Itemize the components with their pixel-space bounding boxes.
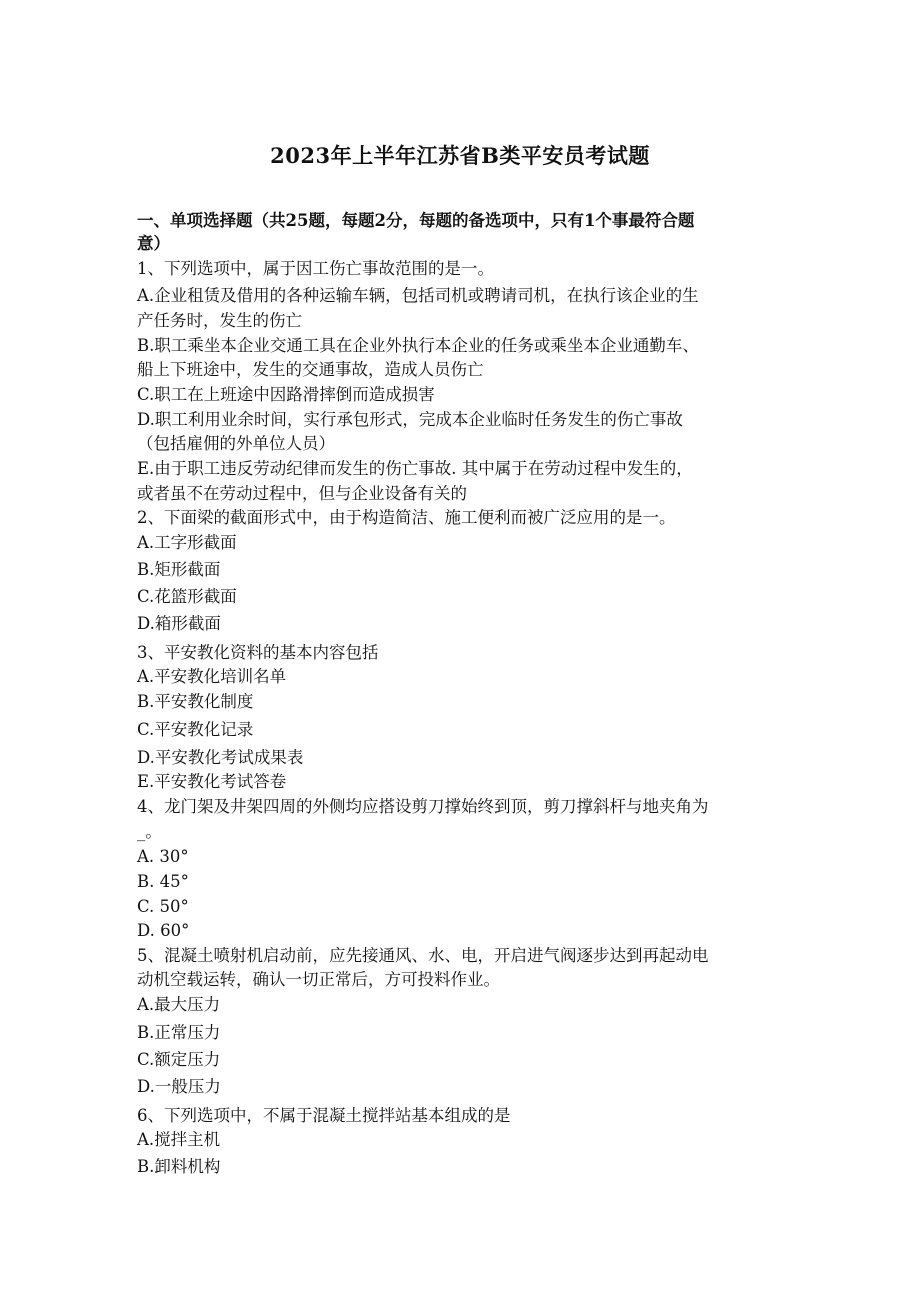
question-6-stem: 6、下列选项中，不属于混凝土搅拌站基本组成的是 [137, 1106, 511, 1125]
q6-option-b: B.卸料机构 [137, 1157, 221, 1176]
q2-option-b: B.矩形截面 [137, 560, 221, 579]
q3-option-c: C.平安教化记录 [137, 720, 254, 739]
q5-option-a: A.最大压力 [137, 995, 221, 1014]
q1-option-c: C.职工在上班途中因路滑摔倒而造成损害 [137, 385, 435, 404]
q3-option-d: D.平安教化考试成果表 [137, 748, 304, 767]
q3-option-e: E.平安教化考试答卷 [137, 772, 287, 791]
question-5-stem-cont: 动机空载运转，确认一切正常后，方可投料作业。 [137, 970, 500, 989]
section-heading: 一、单项选择题（共25题，每题2分，每题的备选项中，只有1个事最符合题 [137, 211, 695, 230]
q5-option-b: B.正常压力 [137, 1023, 221, 1042]
q5-option-d: D.一般压力 [137, 1077, 221, 1096]
q3-option-b: B.平安教化制度 [137, 692, 254, 711]
question-5-stem: 5、混凝土喷射机启动前，应先接通风、水、电，开启进气阀逐步达到再起动电 [137, 946, 709, 965]
page-title: 2023年上半年江苏省B类平安员考试题 [270, 143, 650, 168]
q4-option-a: A. 30° [137, 847, 189, 866]
q4-option-b: B. 45° [137, 872, 189, 891]
question-3-stem: 3、平安教化资料的基本内容包括 [137, 643, 379, 662]
q2-option-d: D.箱形截面 [137, 614, 221, 633]
q1-option-e: E.由于职工违反劳动纪律而发生的伤亡事故. 其中属于在劳动过程中发生的， [137, 459, 693, 478]
question-1-stem: 1、下列选项中，属于因工伤亡事故范围的是一。 [137, 259, 494, 278]
q5-option-c: C.额定压力 [137, 1050, 221, 1069]
question-2-stem: 2、下面梁的截面形式中，由于构造简洁、施工便利而被广泛应用的是一。 [137, 508, 676, 527]
q1-option-e-cont: 或者虽不在劳动过程中，但与企业设备有关的 [137, 484, 467, 503]
q1-option-a-cont: 产任务时，发生的伤亡 [137, 311, 302, 330]
q2-option-c: C.花篮形截面 [137, 587, 237, 606]
q1-option-a: A.企业租赁及借用的各种运输车辆，包括司机或聘请司机，在执行该企业的生 [137, 286, 699, 305]
q1-option-b-cont: 船上下班途中，发生的交通事故，造成人员伤亡 [137, 360, 484, 379]
q4-option-d: D. 60° [137, 921, 190, 940]
question-4-stem: 4、龙门架及井架四周的外侧均应搭设剪刀撑始终到顶，剪刀撑斜杆与地夹角为 [137, 797, 709, 816]
q3-option-a: A.平安教化培训名单 [137, 667, 287, 686]
q1-option-b: B.职工乘坐本企业交通工具在企业外执行本企业的任务或乘坐本企业通勤车、 [137, 336, 699, 355]
q2-option-a: A.工字形截面 [137, 533, 237, 552]
q1-option-d-cont: （包括雇佣的外单位人员） [137, 434, 335, 453]
q4-option-c: C. 50° [137, 897, 189, 916]
question-4-stem-cont: _。 [137, 822, 162, 841]
section-heading-cont: 意） [137, 234, 170, 253]
q1-option-d: D.职工利用业余时间，实行承包形式，完成本企业临时任务发生的伤亡事故 [137, 410, 683, 429]
q6-option-a: A.搅拌主机 [137, 1130, 221, 1149]
